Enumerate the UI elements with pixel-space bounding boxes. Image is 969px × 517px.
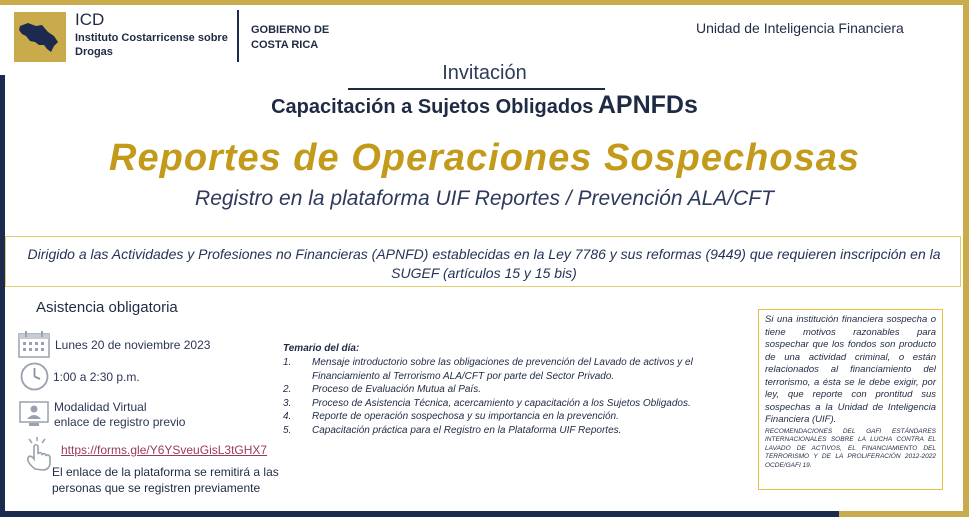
agenda-item-text: Mensaje introductorio sobre las obligaciones de prevención del Lavado de activos y el Financiamiento al Terrorismo ALA/CFT por parte del Sector Privado. (312, 357, 693, 382)
invitation-underline (348, 88, 605, 90)
org-name: Instituto Costarricense sobre Drogas (75, 32, 228, 58)
training-acronym: APNFDs (597, 91, 698, 119)
agenda-item-text: Capacitación práctica para el Registro en la Plataforma UIF Reportes. (312, 424, 622, 436)
event-date: Lunes 20 de noviembre 2023 (55, 338, 211, 352)
agenda-item-text: Proceso de Asistencia Técnica, acercamiento y capacitación a los Sujetos Obligados. (312, 397, 691, 409)
gafi-reference: RECOMENDACIONES DEL GAFI ESTÁNDARES INTERNACIONALES SOBRE LA LUCHA CONTRA EL LAVADO DE ACTIVOS, EL FINANCIAMIENTO DEL TERRORISMO Y DE LA PROLIFERACIÓN 2012-2022 OCDE/GAFI 19. (765, 427, 936, 469)
agenda-item (283, 383, 743, 397)
org-acronym: ICD (75, 10, 105, 29)
gafi-recommendation-text: Si una institución financiera sospecha o tiene motivos razonables para sospechar que los fondos son producto de una actividad criminal, o están relacionados al financiamiento del terrorismo, a ésta se le debe exigir, por ley, que reporte con prontitud sus sospechas a la Unidad de Inteligencia Financiera (UIF). (765, 314, 936, 425)
event-time: 1:00 a 2:30 p.m. (53, 370, 140, 384)
training-title (0, 91, 969, 120)
training-name: Capacitación a Sujetos Obligados (271, 96, 594, 118)
header-divider (237, 10, 239, 62)
agenda-item (283, 397, 743, 411)
attendance-label: Asistencia obligatoria (36, 299, 178, 316)
agenda-item (283, 356, 743, 383)
agenda-item-number: 1. (283, 357, 292, 368)
agenda-item-number: 2. (283, 384, 292, 395)
agenda-title: Temario del día: (283, 343, 360, 354)
agenda-item-number: 3. (283, 397, 292, 409)
invitation-label: Invitación (442, 62, 527, 84)
top-gold-border (0, 0, 969, 5)
clock-icon (20, 362, 49, 391)
gafi-recommendation-box (758, 309, 943, 490)
government-name: GOBIERNO DE COSTA RICA (251, 24, 330, 51)
agenda-item-number: 4. (283, 411, 292, 422)
event-modality: Modalidad Virtual (54, 400, 147, 414)
agenda-item-number: 5. (283, 424, 292, 436)
agenda-item (283, 410, 743, 424)
agenda-item (283, 424, 743, 438)
bottom-navy-border (0, 511, 969, 517)
agenda (283, 343, 743, 437)
agenda-item-text: Proceso de Evaluación Mutua al País. (312, 384, 481, 395)
computer-user-icon (19, 401, 49, 428)
click-hand-icon (24, 437, 54, 471)
target-audience-box (5, 236, 961, 287)
subtitle: Registro en la plataforma UIF Reportes / Prevención ALA/CFT (195, 187, 774, 210)
target-audience-text: Dirigido a las Actividades y Profesiones no Financieras (APNFD) establecidas en la Ley 7786 y sus reformas (9449) que requieren inscripción en la SUGEF (artículos 15 y 15 bis) (27, 246, 941, 281)
notice-text: El enlace de la plataforma se remitirá a las personas que se registren previamente (52, 465, 279, 495)
agenda-item-text: Reporte de operación sospechosa y su importancia en la prevención. (312, 411, 619, 422)
calendar-icon (18, 330, 50, 358)
bottom-gold-accent (839, 511, 969, 517)
registration-link[interactable]: https://forms.gle/Y6YSveuGisL3tGHX7 (61, 443, 268, 457)
main-title: Reportes de Operaciones Sospechosas (109, 137, 860, 179)
costa-rica-map-icon (14, 12, 66, 62)
unit-name: Unidad de Inteligencia Financiera (696, 20, 904, 36)
registration-note: enlace de registro previo (54, 415, 186, 429)
